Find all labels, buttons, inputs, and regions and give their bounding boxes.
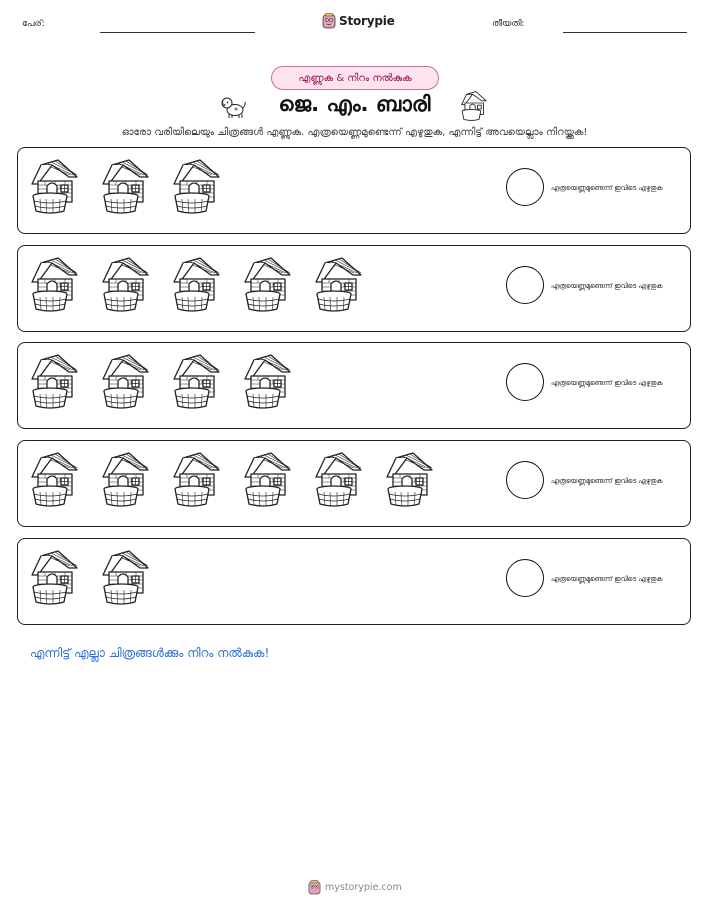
site-footer	[308, 880, 402, 895]
house-with-well-icon	[172, 159, 225, 214]
instructions: ഓരോ വരിയിലെയും ചിത്രങ്ങൾ എണ്ണുക. എത്രയെണ്ണമുണ്ടെന്ന് എഴുതുക, എന്നിട്ട് അവയെല്ലാം നിറയ്ക്കുക!	[121, 127, 588, 138]
answer-circle[interactable]	[506, 363, 544, 401]
house-with-well-icon	[243, 452, 296, 507]
house-with-well-icon	[385, 452, 438, 507]
house-with-well-icon	[101, 257, 154, 312]
count-row	[17, 342, 691, 429]
brand-logo	[322, 13, 395, 29]
house-with-well-icon	[460, 91, 490, 121]
house-group	[30, 550, 154, 605]
house-group	[30, 159, 225, 214]
answer-label: എത്രയെണ്ണമുണ്ടെന്ന് ഇവിടെ എഴുതുക	[551, 575, 663, 583]
house-group	[30, 354, 296, 409]
answer-label: എത്രയെണ്ണമുണ്ടെന്ന് ഇവിടെ എഴുതുക	[551, 477, 663, 485]
page-title: ജെ. എം. ബാരി	[278, 92, 431, 116]
brand-name: Storypie	[339, 14, 395, 28]
house-group	[30, 452, 438, 507]
answer-circle[interactable]	[506, 168, 544, 206]
house-with-well-icon	[243, 257, 296, 312]
house-with-well-icon	[30, 159, 83, 214]
date-line[interactable]	[563, 32, 687, 33]
house-with-well-icon	[101, 452, 154, 507]
house-with-well-icon	[314, 257, 367, 312]
storypie-mascot-icon	[308, 880, 321, 895]
house-with-well-icon	[30, 550, 83, 605]
house-with-well-icon	[101, 159, 154, 214]
house-with-well-icon	[30, 354, 83, 409]
house-group	[30, 257, 367, 312]
answer-label: എത്രയെണ്ണമുണ്ടെന്ന് ഇവിടെ എഴുതുക	[551, 282, 663, 290]
house-with-well-icon	[101, 354, 154, 409]
site-url: mystorypie.com	[325, 882, 402, 893]
title-row	[0, 90, 709, 122]
answer-label: എത്രയെണ്ണമുണ്ടെന്ന് ഇവിടെ എഴുതുക	[551, 184, 663, 192]
count-row	[17, 147, 691, 234]
storypie-mascot-icon	[322, 13, 336, 29]
house-with-well-icon	[30, 257, 83, 312]
color-instruction: എന്നിട്ട് എല്ലാ ചിത്രങ്ങൾക്കും നിറം നൽകുക!	[30, 646, 270, 660]
answer-circle[interactable]	[506, 266, 544, 304]
house-with-well-icon	[101, 550, 154, 605]
activity-badge: എണ്ണുക & നിറം നൽകുക	[271, 66, 439, 90]
house-with-well-icon	[172, 452, 225, 507]
house-with-well-icon	[172, 354, 225, 409]
house-with-well-icon	[30, 452, 83, 507]
house-with-well-icon	[314, 452, 367, 507]
date-label: തീയതി:	[492, 19, 525, 29]
answer-label: എത്രയെണ്ണമുണ്ടെന്ന് ഇവിടെ എഴുതുക	[551, 379, 663, 387]
count-row	[17, 440, 691, 527]
name-label: പേര്:	[22, 19, 45, 29]
answer-circle[interactable]	[506, 461, 544, 499]
house-with-well-icon	[243, 354, 296, 409]
answer-circle[interactable]	[506, 559, 544, 597]
house-with-well-icon	[172, 257, 225, 312]
count-row	[17, 245, 691, 332]
name-line[interactable]	[100, 32, 255, 33]
count-row	[17, 538, 691, 625]
